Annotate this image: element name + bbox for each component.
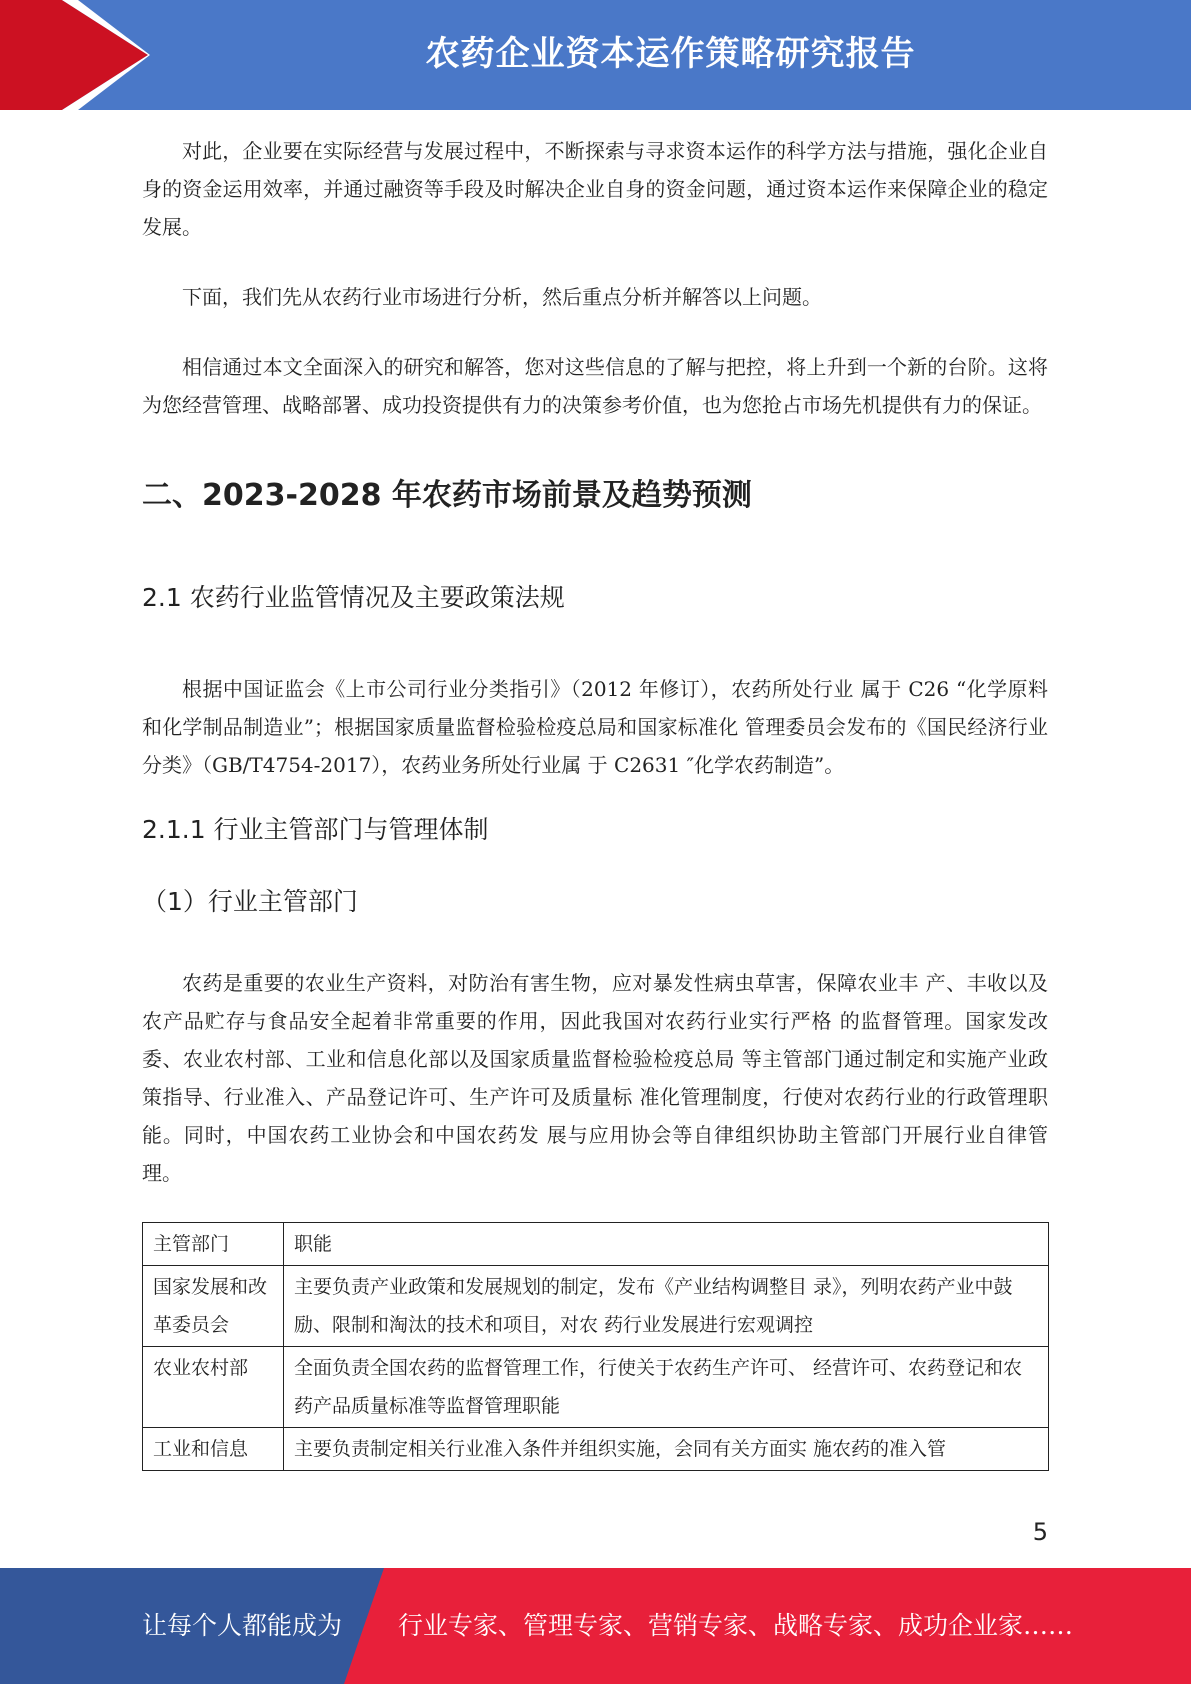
paragraph: 相信通过本文全面深入的研究和解答，您对这些信息的了解与把控，将上升到一个新的台阶。这将为您经营管理、战略部署、成功投资提供有力的决策参考价值，也为您抢占市场先机提供有力的保证。 — [142, 355, 1048, 417]
table-row — [143, 1347, 1049, 1428]
table-row — [143, 1266, 1049, 1347]
item-heading: （1）行业主管部门 — [142, 887, 358, 916]
table-row — [143, 1428, 1049, 1471]
table-header-cell: 主管部门 — [143, 1223, 284, 1266]
paragraph: 下面，我们先从农药行业市场进行分析，然后重点分析并解答以上问题。 — [182, 285, 822, 309]
header-arrow-icon — [0, 0, 150, 110]
page-number: 5 — [1032, 1518, 1048, 1546]
table-cell: 主要负责制定相关行业准入条件并组织实施，会同有关方面实 施农药的准入管 — [284, 1428, 1049, 1471]
table-cell: 工业和信息 — [143, 1428, 284, 1471]
department-table — [142, 1222, 1049, 1471]
footer-slogan-left: 让每个人都能成为 — [142, 1611, 343, 1640]
section-heading: 二、2023-2028 年农药市场前景及趋势预测 — [142, 478, 752, 513]
footer-slogan-right: 行业专家、管理专家、营销专家、战略专家、成功企业家…… — [398, 1611, 1074, 1640]
subsection-heading: 2.1 农药行业监管情况及主要政策法规 — [142, 583, 565, 612]
subsubsection-heading: 2.1.1 行业主管部门与管理体制 — [142, 815, 489, 844]
paragraph: 农药是重要的农业生产资料，对防治有害生物，应对暴发性病虫草害，保障农业丰 产、丰收以及农产品贮存与食品安全起着非常重要的作用，因此我国对农药行业实行严格 的监督管理。国家发改委、农业农村部、工业和信息化部以及国家质量监督检验检疫总局 等主管部门通过制定和实施产业政策指导、行业准入、产品登记许可、生产许可及质量标 准化管理制度，行使对农药行业的行政管理职能。同时，中国农药工业协会和中国农药发 展与应用协会等自律组织协助主管部门开展行业自律管理。 — [142, 971, 1048, 1185]
page-header — [0, 0, 1191, 110]
table-header-cell: 职能 — [284, 1223, 1049, 1266]
table-cell: 国家发展和改革委员会 — [143, 1266, 284, 1347]
page-content — [142, 132, 1048, 1471]
paragraph: 对此，企业要在实际经营与发展过程中，不断探索与寻求资本运作的科学方法与措施，强化企业自身的资金运用效率，并通过融资等手段及时解决企业自身的资金问题，通过资本运作来保障企业的稳定发展。 — [142, 139, 1048, 239]
paragraph: 根据中国证监会《上市公司行业分类指引》（2012 年修订），农药所处行业 属于 C26 “化学原料和化学制品制造业”；根据国家质量监督检验检疫总局和国家标准化 管理委员会发布的《国民经济行业分类》（GB/T4754-2017），农药业务所处行业属 于 C2631 ″化学农药制造”。 — [142, 677, 1048, 777]
table-header-row — [143, 1223, 1049, 1266]
table-cell: 全面负责全国农药的监督管理工作，行使关于农药生产许可、 经营许可、农药登记和农药产品质量标准等监督管理职能 — [284, 1347, 1049, 1428]
page-footer — [0, 1568, 1191, 1684]
report-title: 农药企业资本运作策略研究报告 — [425, 34, 916, 74]
table-cell: 主要负责产业政策和发展规划的制定，发布《产业结构调整目 录》，列明农药产业中鼓励、限制和淘汰的技术和项目，对农 药行业发展进行宏观调控 — [284, 1266, 1049, 1347]
table-cell: 农业农村部 — [143, 1347, 284, 1428]
